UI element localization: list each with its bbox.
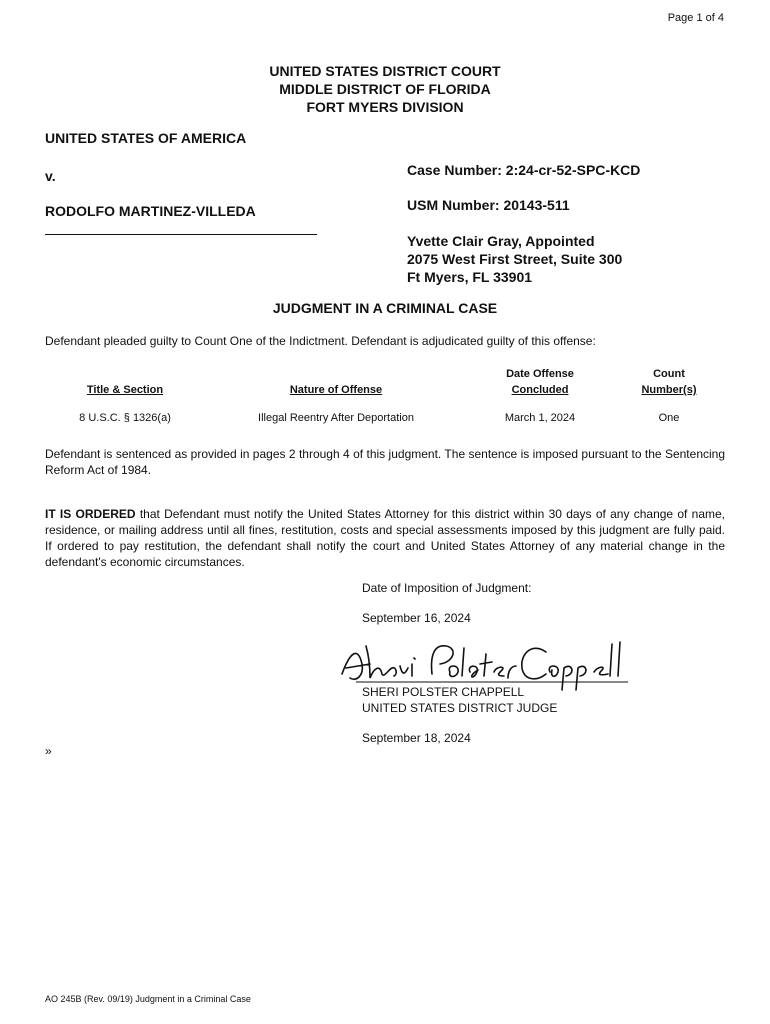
judge-name: SHERI POLSTER CHAPPELL [362,685,525,699]
table-row [45,398,725,426]
plaintiff-name: UNITED STATES OF AMERICA [45,130,247,146]
imposition-label: Date of Imposition of Judgment: [362,581,532,595]
versus-label: v. [45,168,56,184]
court-district: MIDDLE DISTRICT OF FLORIDA [279,81,491,97]
cell-date: March 1, 2024 [504,412,576,424]
header-count: Count Number(s) [641,368,697,396]
order-lead: IT IS ORDERED [45,507,136,521]
cell-nature: Illegal Reentry After Deportation [258,412,414,424]
offense-table-header [45,366,725,398]
sentence-paragraph: Defendant is sentenced as provided in pages 2 through 4 of this judgment. The sentence is imposed pursuant to the Sentencing Reform Act of 1984. [45,447,725,477]
judgment-title: JUDGMENT IN A CRIMINAL CASE [272,300,498,316]
plea-statement: Defendant pleaded guilty to Count One of the Indictment. Defendant is adjudicated guilty of this offense: [45,334,596,348]
header-nature: Nature of Offense [289,384,383,396]
cell-title-section: 8 U.S.C. § 1326(a) [79,412,171,424]
cell-count: One [658,412,680,424]
raquo-mark: » [45,744,52,758]
caption-rule [45,234,317,235]
defendant-name: RODOLFO MARTINEZ-VILLEDA [45,203,256,219]
offense-table [45,366,725,426]
case-number: Case Number: 2:24-cr-52-SPC-KCD [407,162,641,178]
usm-number: USM Number: 20143-511 [407,197,570,213]
form-footer: AO 245B (Rev. 09/19) Judgment in a Criminal Case [45,994,251,1004]
counsel-city: Ft Myers, FL 33901 [407,269,533,285]
counsel-name: Yvette Clair Gray, Appointed [407,233,595,249]
order-paragraph [45,506,725,570]
court-heading [0,62,770,116]
defense-counsel [407,232,622,286]
judge-title: UNITED STATES DISTRICT JUDGE [362,701,558,715]
court-division: FORT MYERS DIVISION [306,99,464,115]
page-indicator: Page 1 of 4 [667,12,724,24]
signature-date: September 18, 2024 [362,731,471,745]
counsel-address: 2075 West First Street, Suite 300 [407,251,623,267]
header-title-section: Title & Section [86,384,164,396]
order-body: that Defendant must notify the United States Attorney for this district within 30 days of any change of name, residence, or mailing address until all fines, restitution, costs and special assessments imposed by this judgment are fully paid. If ordered to pay restitution, the defendant shall notify the court and United States Attorney of any material change in the defendant's economic circumstances. [45,507,725,569]
header-date: Date Offense Concluded [506,368,574,396]
imposition-date: September 16, 2024 [362,611,471,625]
court-name: UNITED STATES DISTRICT COURT [269,63,501,79]
